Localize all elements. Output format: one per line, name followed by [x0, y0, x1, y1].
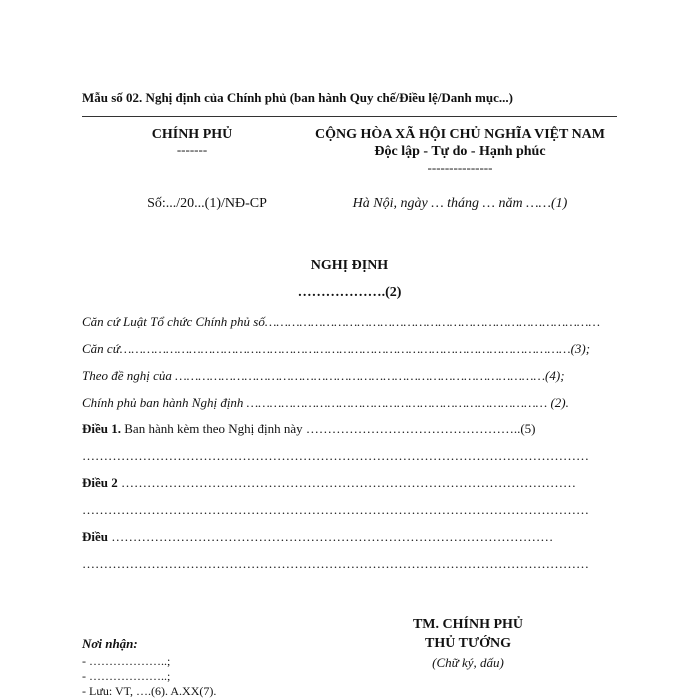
article-continuation	[82, 502, 589, 518]
recipient-item: - ………………..;	[82, 669, 171, 683]
article-continuation	[82, 556, 589, 572]
article-label: Điều 2	[82, 475, 118, 490]
signature-org: TM. CHÍNH PHỦ	[412, 617, 524, 632]
article-label: Điều 1.	[82, 421, 121, 436]
preamble-line: Căn cứ Luật Tổ chức Chính phủ số……………………………………………………………………………	[82, 314, 601, 329]
recipient-item: - ………………..;	[82, 654, 171, 668]
recipient-item: - Lưu: VT, ….(6). A.XX(7).	[82, 684, 217, 698]
document-subject: ……………….(2)	[297, 285, 402, 300]
article-text: …………………………………………………………………………………………	[108, 529, 554, 544]
article-label: Điều	[82, 529, 108, 544]
preamble-line: Căn cứ………………………………………………………………………………………………………(3);	[82, 341, 591, 356]
national-motto: Độc lập - Tự do - Hạnh phúc	[374, 144, 546, 159]
article-text: Ban hành kèm theo Nghị định này …………………………………………..(5)	[121, 421, 536, 436]
document-type: NGHỊ ĐỊNH	[310, 258, 389, 273]
preamble-line: Theo đề nghị của ……………………………………………………………………………………(4);	[82, 368, 565, 383]
signature-title: THỦ TƯỚNG	[425, 636, 511, 651]
preamble-line: Chính phủ ban hành Nghị định …………………………………………………………………… (2).	[82, 395, 569, 410]
place-date: Hà Nội, ngày … tháng … năm ……(1)	[352, 196, 568, 211]
article-text: ………………………………………………………………………………………………………	[82, 448, 589, 463]
org-underline: -------	[176, 142, 208, 157]
article-n	[82, 529, 553, 545]
issuing-organization: CHÍNH PHỦ	[151, 127, 233, 142]
signature-note: (Chữ ký, dấu)	[432, 655, 504, 670]
national-title: CỘNG HÒA XÃ HỘI CHỦ NGHĨA VIỆT NAM	[314, 127, 605, 142]
article-2	[82, 475, 576, 491]
motto-underline: ---------------	[427, 160, 493, 175]
article-text: ………………………………………………………………………………………………………	[82, 502, 589, 517]
article-continuation	[82, 448, 589, 464]
document-number: Số:.../20...(1)/NĐ-CP	[147, 196, 267, 211]
recipients-title: Nơi nhận:	[82, 636, 138, 651]
top-rule	[82, 116, 617, 117]
article-text: ……………………………………………………………………………………………	[117, 475, 576, 490]
form-title: Mẫu số 02. Nghị định của Chính phủ (ban hành Quy chế/Điều lệ/Danh mục...)	[82, 90, 513, 105]
article-1	[82, 421, 536, 437]
article-text: ………………………………………………………………………………………………………	[82, 556, 589, 571]
